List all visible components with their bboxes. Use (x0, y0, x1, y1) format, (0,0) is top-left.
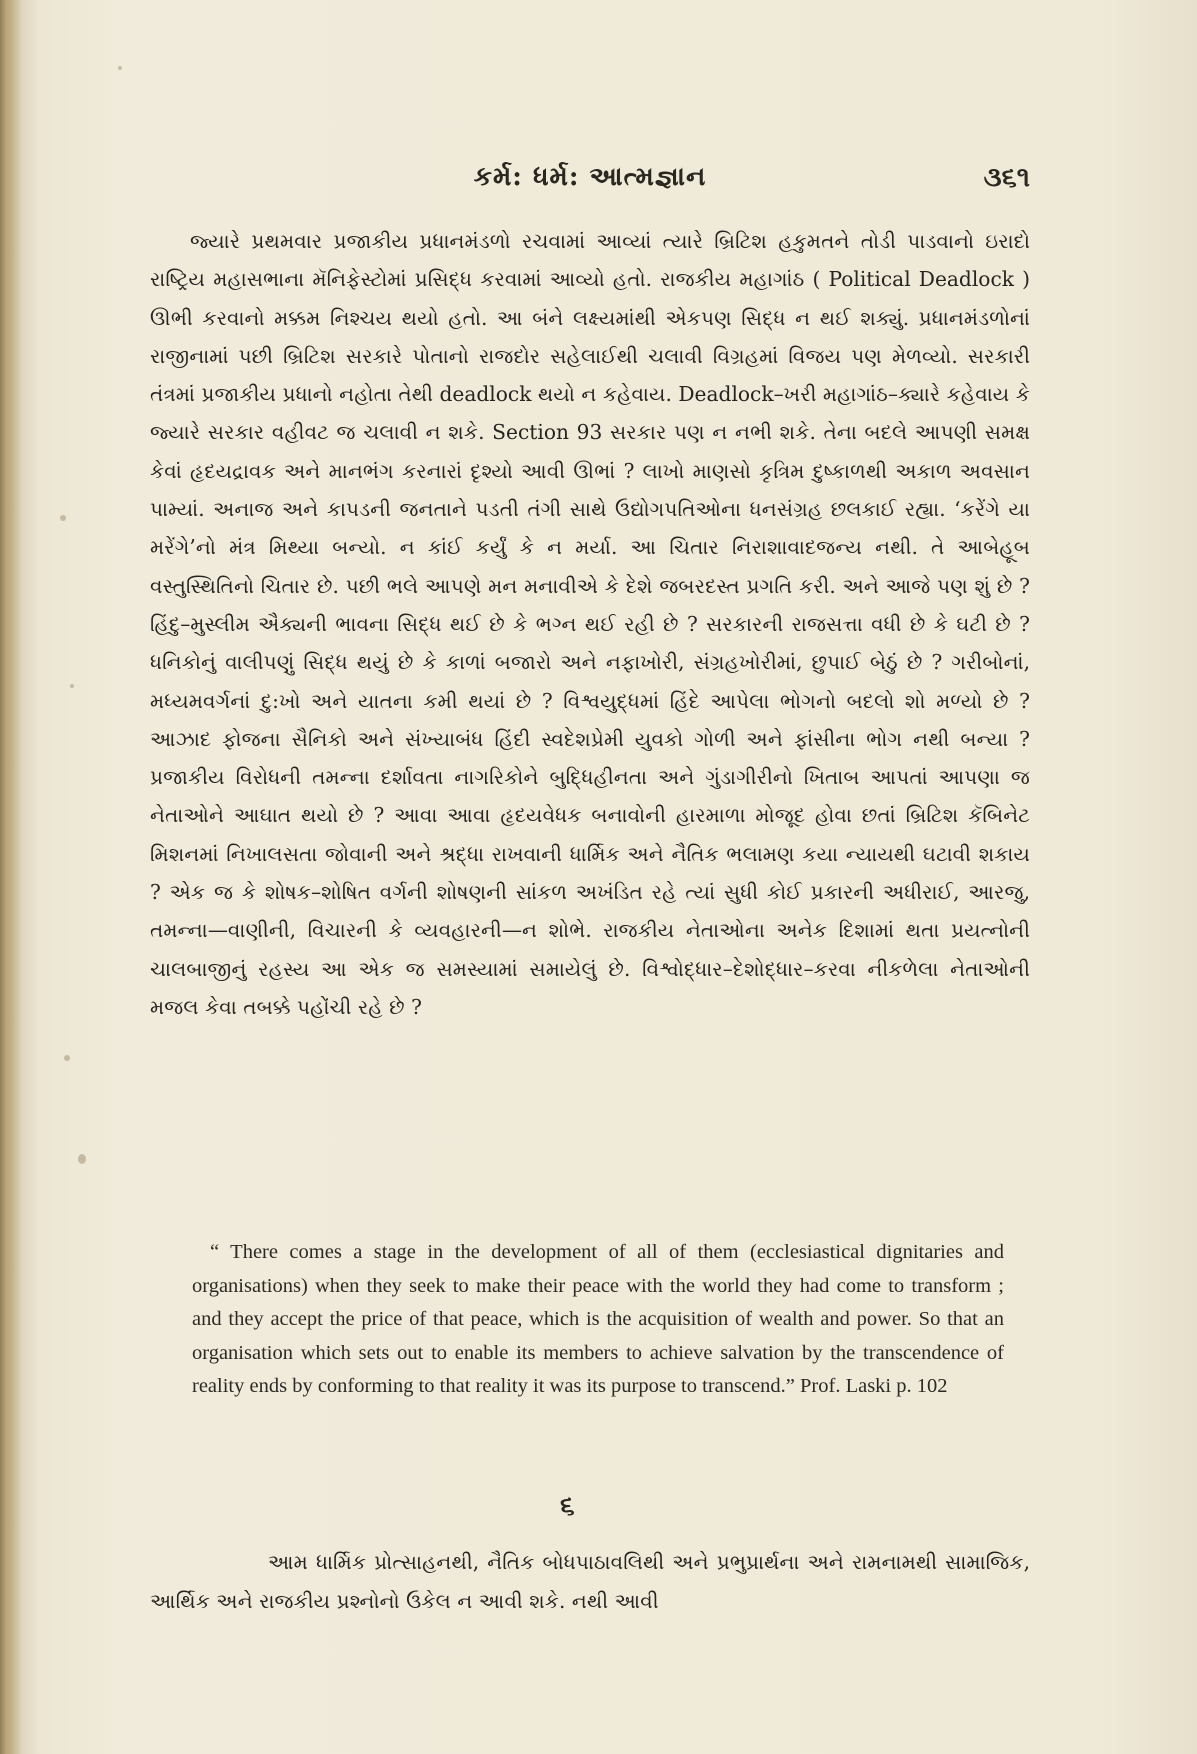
paper-spot (60, 515, 66, 521)
page-number: ૩૬૧ (983, 162, 1030, 193)
laski-quote: “ There comes a stage in the development of all of them (ecclesiastical dignitaries and organisations) when they seek to make their peace with the world they had come to transform ; and they accept the price of that peace, which is the acquisition of wealth and power. So that an organisation which sets out to enable its members to achieve salvation by the transcendence of reality ends by conforming to that reality it was its purpose to transcend.” Prof. Laski p. 102 (192, 1241, 1004, 1397)
binding-edge-shadow (0, 0, 22, 1754)
running-title: કર્મ: ધર્મ: આત્મજ્ઞાન (473, 162, 707, 192)
paper-spot (64, 1055, 70, 1061)
paper-spot (78, 1154, 86, 1164)
closing-paragraph: આમ ધાર્મિક પ્રોત્સાહનથી, નૈતિક બોધપાઠાવલિથી અને પ્રભુપ્રાર્થના અને રામનામથી સામાજિક, આર્થિક અને રાજકીય પ્રશ્નોનો ઉકેલ ન આવી શકે. નથી આવી (150, 1550, 1030, 1613)
paper-spot (70, 684, 74, 688)
main-paragraph: જ્યારે પ્રથમવાર પ્રજાકીય પ્રધાનમંડળો રચવામાં આવ્યાં ત્યારે બ્રિટિશ હકુમતને તોડી પાડવાનો ઇરાદો રાષ્ટ્રિય મહાસભાના મૅનિફેસ્ટોમાં પ્રસિદ્ધ કરવામાં આવ્યો હતો. રાજકીય મહાગાંઠ ( Political Deadlock ) ઊભી કરવાનો મક્કમ નિશ્ચય થયો હતો. આ બંને લક્ષ્યમાંથી એકપણ સિદ્ધ ન થઈ શક્યું. પ્રધાનમંડળોનાં રાજીનામાં પછી બ્રિટિશ સરકારે પોતાનો રાજદોર સહેલાઈથી ચલાવી વિગ્રહમાં વિજય પણ મેળવ્યો. સરકારી તંત્રમાં પ્રજાકીય પ્રધાનો નહોતા તેથી deadlock થયો ન કહેવાય. Deadlock–ખરી મહાગાંઠ–ક્યારે કહેવાય કે જ્યારે સરકાર વહીવટ જ ચલાવી ન શકે. Section 93 સરકાર પણ ન નભી શકે. તેના બદલે આપણી સમક્ષ કેવાં હૃદયદ્રાવક અને માનભંગ કરનારાં દૃશ્યો આવી ઊભાં ? લાખો માણસો કૃત્રિમ દુષ્કાળથી અકાળ અવસાન પામ્યાં. અનાજ અને કાપડની જનતાને પડતી તંગી સાથે ઉદ્યોગપતિઓના ધનસંગ્રહ છલકાઈ રહ્યા. ‘કરેંગે યા મરેંગે’નો મંત્ર મિથ્યા બન્યો. ન કાંઈ કર્યું કે ન મર્યા. આ ચિતાર નિરાશાવાદજન્ય નથી. તે આબેહૂબ વસ્તુસ્થિતિનો ચિતાર છે. પછી ભલે આપણે મન મનાવીએ કે દેશે જબરદસ્ત પ્રગતિ કરી. અને આજે પણ શું છે ? હિંદુ–મુસ્લીમ ઐક્યની ભાવના સિદ્ધ થઈ છે કે ભગ્ન થઈ રહી છે ? સરકારની રાજસત્તા વધી છે કે ઘટી છે ? ધનિકોનું વાલીપણું સિદ્ધ થયું છે કે કાળાં બજારો અને નફાખોરી, સંગ્રહખોરીમાં, છુપાઈ બેઠું છે ? ગરીબોનાં, મધ્યમવર્ગનાં દુ:ખો અને યાતના કમી થયાં છે ? વિશ્વયુદ્ધમાં હિંદે આપેલા ભોગનો બદલો શો મળ્યો છે ? આઝાદ ફોજના સૈનિકો અને સંખ્યાબંધ હિંદી સ્વદેશપ્રેમી યુવકો ગોળી અને ફાંસીના ભોગ નથી બન્યા ? પ્રજાકીય વિરોધની તમન્ના દર્શાવતા નાગરિકોને બુદ્ધિહીનતા અને ગુંડાગીરીનો ખિતાબ આપતાં આપણા જ નેતાઓને આઘાત થયો છે ? આવા આવા હૃદયવેધક બનાવોની હારમાળા મોજૂદ હોવા છતાં બ્રિટિશ કૅબિનેટ મિશનમાં નિખાલસતા જોવાની અને શ્રદ્ધા રાખવાની ધાર્મિક અને નૈતિક ભલામણ કયા ન્યાયથી ઘટાવી શકાય ? એક જ કે શોષક–શોષિત વર્ગની શોષણની સાંકળ અખંડિત રહે ત્યાં સુધી કોઈ પ્રકારની અધીરાઈ, આરજુ, તમન્ના—વાણીની, વિચારની કે વ્યવહારની—ન શોભે. રાજકીય નેતાઓના અનેક દિશામાં થતા પ્રયત્નોની ચાલબાજીનું રહસ્ય આ એક જ સમસ્યામાં સમાયેલું છે. વિશ્વોદ્ધાર–દેશોદ્ધાર–કરવા નીકળેલા નેતાઓની મજલ કેવા તબક્કે પહોંચી રહે છે ? (150, 229, 1030, 1019)
paper-spot (118, 66, 122, 70)
page-header (150, 162, 1030, 202)
section-number: ૬ (560, 1491, 575, 1521)
